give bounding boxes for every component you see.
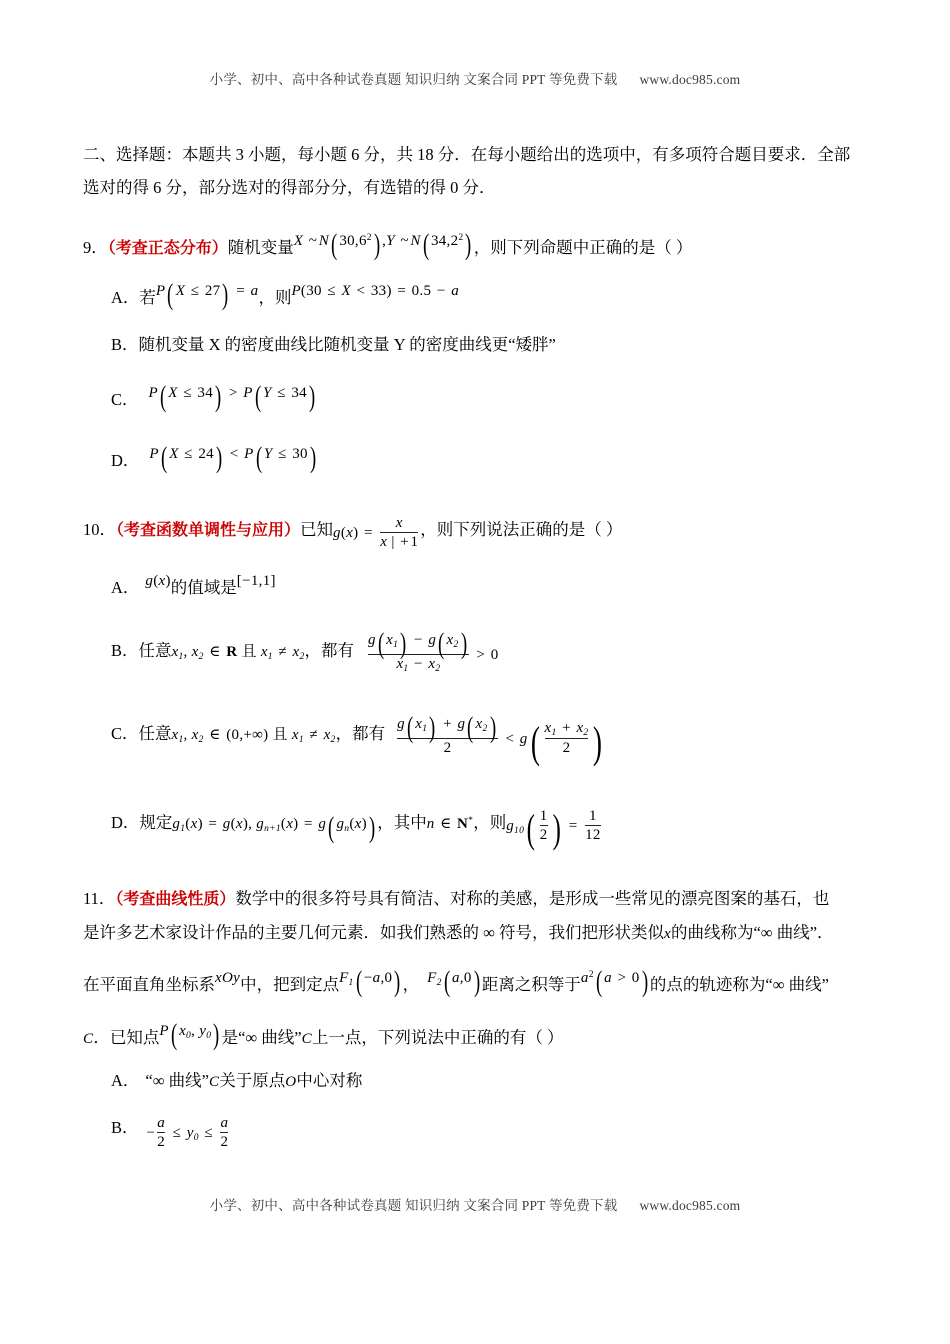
question-11-body-line4-a: ．已知点 — [93, 1028, 160, 1048]
question-10-option-b — [111, 626, 873, 675]
spacer — [83, 416, 873, 438]
question-10-stem-before: 已知 — [300, 520, 334, 539]
option-text-middle: ，则 — [258, 288, 292, 307]
question-11-body-line2-a: 是许多艺术家设计作品的主要几何元素．如我们熟悉的 ∞ 符号，我们把形状类似 — [83, 923, 665, 943]
question-9-option-c — [111, 377, 873, 416]
question-10-tag: （考查函数单调性与应用） — [116, 522, 301, 539]
question-10-stem-after: ，则下列说法正确的是（ ） — [420, 520, 623, 539]
option-d-math: P( X ≤ 24) < P( Y ≤ 30) — [149, 441, 317, 474]
question-9-option-a — [111, 275, 873, 314]
fraction: $\frac{g( x_1) - g( x_2)}{x_1 - x_2}$ — [368, 626, 467, 674]
question-11-body-line1: 数学中的很多符号具有简洁、对称的美感，是形成一些常见的漂亮图案的基石，也 — [235, 889, 830, 909]
option-b-text: 随机变量 X 的密度曲线比随机变量 Y 的密度曲线更“矮胖” — [138, 335, 556, 354]
question-11-product-value: $a^2$( a > 0) — [580, 965, 648, 999]
option-c-math: P( X ≤ 34) > P( Y ≤ 34) — [148, 380, 316, 413]
option-c-text-before: 任意 — [138, 724, 172, 744]
section-instruction-line2: 选对的得 6 分，部分选对的得部分分，有选错的得 0 分． — [83, 178, 496, 197]
question-9-option-d — [111, 438, 873, 477]
option-c-expression: $\frac{g( x_1) + g( x_2)}{2}$ < g( $\frac{x_1 + x_2}{2}$ ) — [397, 711, 603, 768]
option-b-inequality: − $\frac{a}{2}$ ≤ $y_0$ ≤ $\frac{a}{2}$ — [146, 1115, 229, 1151]
question-9-stem — [83, 222, 873, 265]
option-a-math-1: P( X ≤ 27) = a — [155, 278, 259, 311]
question-10-number: 10． — [83, 520, 116, 539]
option-label: D． — [111, 451, 140, 470]
question-9-option-b — [111, 328, 873, 361]
spacer — [83, 604, 873, 632]
option-d-result: $g_{10}$( $\frac{1}{2}$ ) = $\frac{1}{12}$ — [506, 806, 601, 852]
question-9-number: 9． — [83, 238, 108, 257]
option-a-origin-label: O — [285, 1074, 297, 1091]
question-10-stem-math: g(x) = $\frac{x}{x | + 1}$ — [333, 515, 419, 550]
option-label: D． — [111, 813, 140, 833]
footer-watermark — [0, 1194, 950, 1214]
question-11-body-line4-b: 是“∞ 曲线” — [221, 1028, 302, 1048]
footer-watermark-url: www.doc985.com — [639, 1198, 741, 1213]
option-label: A． — [111, 1071, 140, 1091]
option-text-before: 若 — [139, 288, 156, 307]
fraction: $\frac{1}{12}$ — [585, 808, 601, 844]
option-a-text: 的值域是 — [170, 577, 237, 597]
question-11-body-line3-d: 距离之积等于 — [481, 975, 581, 995]
option-label: C． — [111, 390, 139, 409]
option-label: B． — [111, 640, 139, 660]
question-10-option-a — [111, 565, 873, 604]
question-11-curve-var: x — [664, 926, 671, 943]
option-label: B． — [111, 335, 139, 354]
question-11-stem-line3 — [83, 959, 873, 1001]
question-11-option-b — [111, 1111, 873, 1155]
spacer — [83, 314, 873, 328]
option-a-math-2: P(30 ≤ X < 33) = 0.5 − a — [291, 283, 459, 299]
option-b-text-before: 任意 — [138, 640, 172, 660]
question-11-body-line4-d: 上一点，下列说法中正确的有（ ） — [311, 1028, 564, 1048]
fraction: $\frac{x_1 + x_2}{2}$ — [544, 719, 589, 757]
question-11-tag: （考查曲线性质） — [115, 891, 236, 909]
fraction: $\frac{1}{2}$ — [539, 808, 548, 844]
fraction: $\frac{a}{2}$ — [157, 1115, 166, 1151]
question-9-stem-before: 随机变量 — [227, 238, 294, 257]
option-c-text-middle: ，都有 — [335, 724, 386, 744]
question-11-body-line3-a: 在平面直角坐标系 — [83, 975, 215, 995]
option-a-range: [−1,1] — [236, 572, 276, 589]
question-11-focus-1: $F_1( -a,0)$ — [339, 965, 401, 999]
question-10-option-d — [111, 805, 873, 852]
question-11-body-line2-b: 的曲线称为“∞ 曲线”． — [670, 923, 834, 943]
option-b-condition: $x_1$, $x_2$ ∈ R 且 $x_1 \ne x_2$ — [171, 643, 305, 662]
option-b-text-middle: ，都有 — [304, 640, 355, 660]
spacer — [83, 477, 873, 513]
header-watermark-url: www.doc985.com — [639, 72, 741, 87]
section-instruction-line1: 二、选择题：本题共 3 小题，每小题 6 分，共 18 分．在每小题给出的选项中，有多项符合题目要求．全部 — [83, 145, 851, 164]
option-d-text-middle-2: ，则 — [473, 813, 507, 833]
section-instruction-line2-wrap — [83, 171, 873, 204]
spacer — [83, 759, 873, 805]
question-10-stem — [83, 513, 873, 551]
option-label: A． — [111, 288, 140, 307]
question-11-curve-name: C — [83, 1031, 94, 1048]
question-11-body-line3-e: 的点的轨迹称为“∞ 曲线” — [649, 975, 829, 995]
question-11-coordinate-system: xOy — [215, 970, 241, 987]
option-d-text-middle: ，其中 — [377, 813, 427, 833]
spacer — [83, 551, 873, 565]
question-9-stem-after: ，则下列命题中正确的是（ ） — [473, 238, 693, 257]
question-11-point-p: P( $x_0$, $y_0$) — [159, 1018, 220, 1052]
fraction: $\frac{a}{2}$ — [220, 1115, 229, 1151]
spacer — [83, 848, 873, 882]
question-10-option-c — [111, 711, 873, 768]
question-11-stem-line2 — [83, 916, 873, 951]
question-11-body-line3-b: 中，把到定点 — [240, 975, 340, 995]
question-11-focus-2: $F_2$( a,0) — [427, 965, 480, 999]
spacer — [83, 361, 873, 377]
question-11-stem-line1 — [83, 882, 873, 916]
question-9-tag: （考查正态分布） — [107, 240, 228, 257]
question-11-body-line3-c: ， — [402, 975, 420, 995]
spacer — [83, 265, 873, 275]
option-a-function: g(x) — [145, 572, 171, 589]
option-c-condition: $x_1$, $x_2$ ∈ (0,+∞) 且 $x_1 \ne x_2$ — [171, 727, 336, 746]
question-11-option-a — [111, 1064, 873, 1099]
option-d-domain: n ∈ N* — [426, 816, 474, 833]
question-9-stem-math: X ~ N( 30,6$^2$) ,Y ~ N( 34,2$^2$) — [293, 228, 472, 261]
question-11-number: 11． — [83, 889, 116, 909]
option-a-text-after-b: 中心对称 — [296, 1071, 363, 1091]
option-label: B． — [111, 1118, 139, 1138]
document-body — [83, 138, 873, 1155]
header-watermark-text: 小学、初中、高中各种试卷真题 知识归纳 文案合同 PPT 等免费下载 — [209, 72, 618, 87]
spacer — [83, 1056, 873, 1064]
option-d-text-before: 规定 — [139, 813, 173, 833]
spacer — [83, 674, 873, 716]
section-instruction — [83, 138, 873, 171]
header-watermark — [0, 68, 950, 88]
spacer — [83, 204, 873, 222]
footer-watermark-text: 小学、初中、高中各种试卷真题 知识归纳 文案合同 PPT 等免费下载 — [209, 1198, 618, 1213]
option-label: A． — [111, 577, 140, 597]
option-a-curve-label: C — [208, 1074, 220, 1091]
option-label: C． — [111, 724, 139, 744]
spacer — [83, 1099, 873, 1111]
option-a-text-before: “∞ 曲线” — [145, 1071, 209, 1091]
fraction: $\frac{g( x_1) + g( x_2)}{2}$ — [397, 711, 496, 757]
question-11-stem-line4 — [83, 1015, 873, 1056]
spacer — [83, 1001, 873, 1015]
question-11-curve-label-2: C — [301, 1031, 312, 1048]
option-a-text-after-a: 关于原点 — [219, 1071, 286, 1091]
spacer — [83, 951, 873, 959]
fraction: $\frac{x}{x | + 1}$ — [380, 515, 419, 550]
option-d-definition: $g_1(x) = g(x)$, $g_{n+1}(x) = g$( $g_n(x)$) — [172, 811, 376, 845]
option-b-expression: $\frac{g( x_1) - g( x_2)}{x_1 - x_2}$ > 0 — [368, 626, 499, 674]
